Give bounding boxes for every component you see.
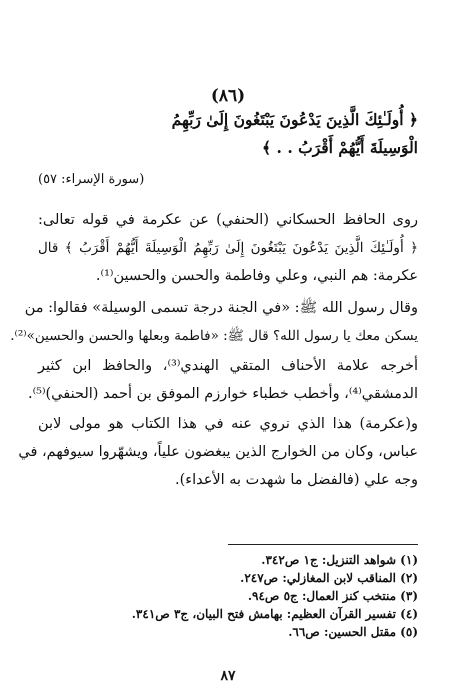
verse-source: (سورة الإسراء: ٥٧) [38,172,145,187]
body-line-10: وجه علي (فالفضل ما شهدت به الأعداء). [174,472,418,488]
footnote-4: (٤) تفسير القرآن العظيم: بهامش فتح البيان، ج٣ ص٣٤١. [131,607,418,621]
page-number: ٨٧ [220,668,236,684]
verse-line-2: الْوَسِيلَةَ أَيُّهُمْ أَقْرَبُ . . ﴾ [262,138,418,157]
body-line-7: الدمشقي⁽⁴⁾، وأخطب خطباء خوارزم الموفق بن أحمد (الحنفي)⁽⁵⁾. [27,386,418,402]
body-line-4: وقال رسول الله ﷺ: «في الجنة درجة تسمى الوسيلة» فقالوا: من [24,300,418,316]
body-line-2: ﴿ أُولَـٰئِكَ الَّذِينَ يَدْعُونَ يَبْتَغُونَ إِلَىٰ رَبِّهِمُ الْوَسِيلَةَ أَيُّهُمْ أَقْرَبُ ﴾ قال [38,240,418,256]
body-line-6: أخرجه علامة الأحناف المتقي الهندي⁽³⁾، والحافظ ابن كثير [38,358,419,374]
body-line-5: يسكن معك يا رسول الله؟ قال ﷺ: «فاطمة وبعلها والحسن والحسين»⁽²⁾. [10,328,418,344]
body-line-9: عباس، وكان من الخوارج الذين يبغضون علياً، ويشهّروا سيوفهم، في [18,444,418,460]
verse-line-1: ﴿ أُولَـٰئِكَ الَّذِينَ يَدْعُونَ يَبْتَغُونَ إِلَىٰ رَبِّهِمُ [171,110,418,129]
body-line-1: روى الحافظ الحسكاني (الحنفي) عن عكرمة في قوله تعالى: [38,212,418,228]
footnote-1: (١) شواهد التنزيل: ج١ ص٣٤٢. [261,553,418,567]
footnote-5: (٥) مقتل الحسين: ص٦٦. [288,625,418,639]
body-line-3: عكرمة: هم النبي، وعلي وفاطمة والحسن والحسين⁽¹⁾. [95,268,418,284]
body-line-8: و(عكرمة) هذا الذي نروي عنه في هذا الكتاب هو مولى لابن [38,416,418,432]
footnote-2: (٢) المناقب لابن المغازلي: ص٢٤٧. [240,571,418,585]
footnote-divider [228,544,418,545]
footnote-3: (٣) منتخب كنز العمال: ج٥ ص٩٤. [247,589,418,603]
entry-number: (٨٦) [210,86,246,106]
